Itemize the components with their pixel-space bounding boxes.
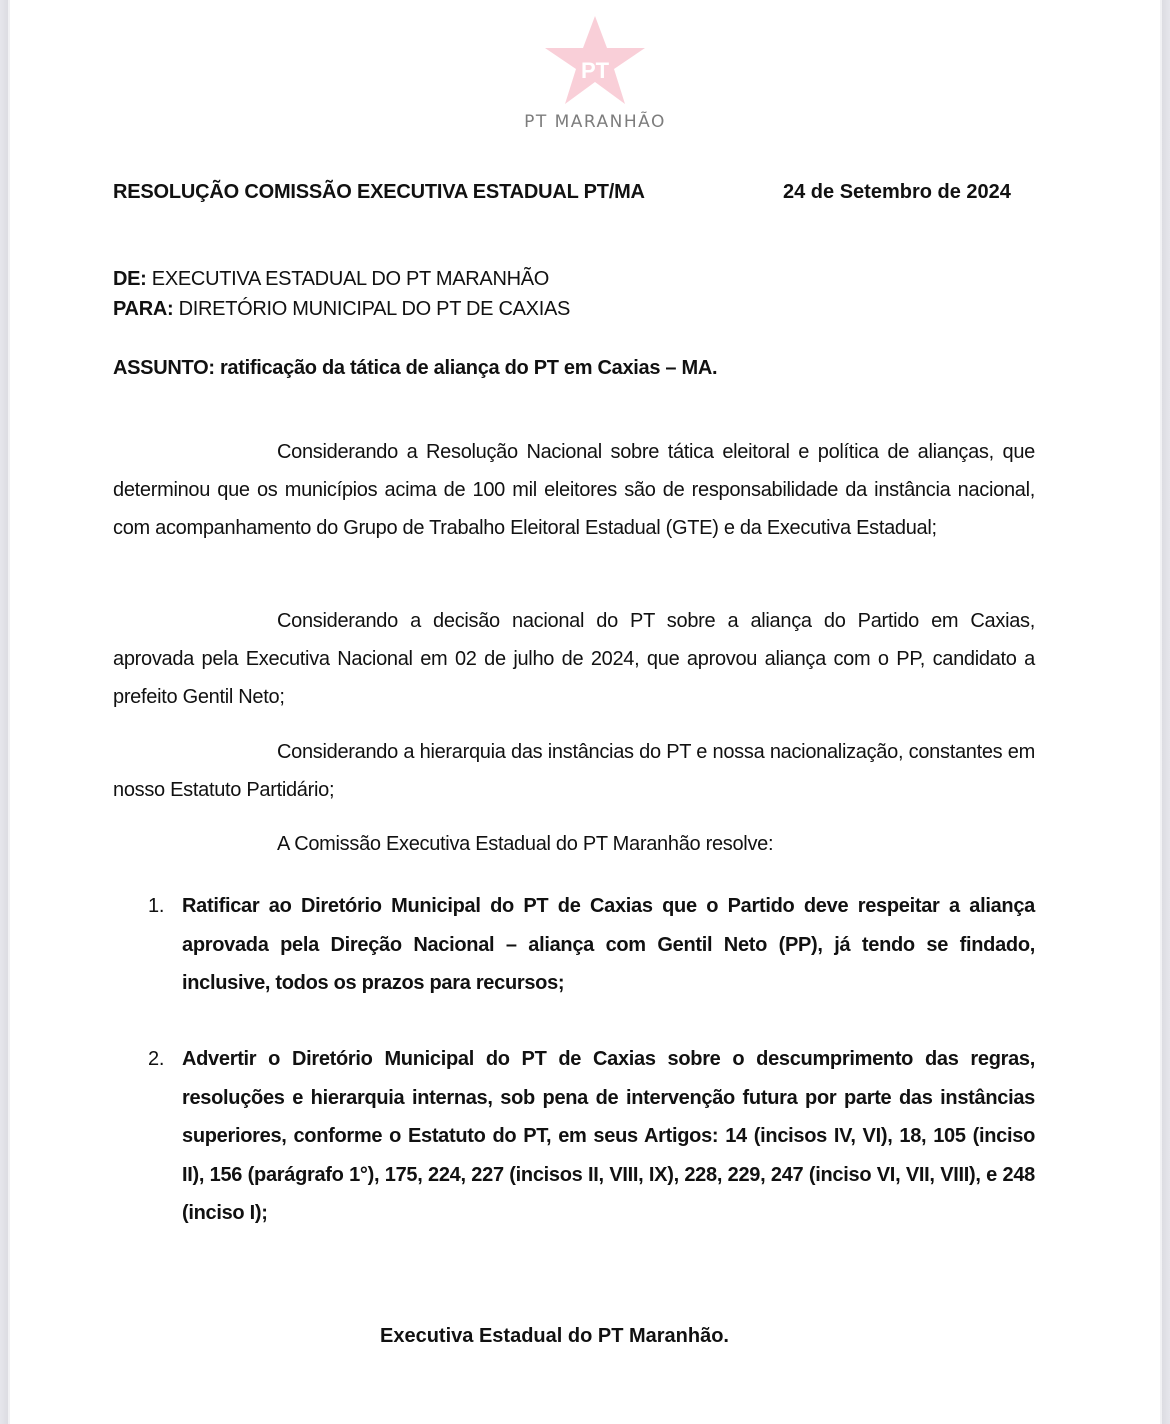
resolution-number: 2. [148,1048,165,1070]
from-line [113,268,549,291]
to-line [113,298,570,321]
consideration-paragraph: Considerando a hierarquia das instâncias do PT e nossa nacionalização, constantes em nosso Estatuto Partidário; [113,741,1035,801]
pt-maranhao-logo [512,12,678,132]
from-value: EXECUTIVA ESTADUAL DO PT MARANHÃO [146,268,550,290]
signature: Executiva Estadual do PT Maranhão. [380,1325,729,1347]
page-edge-right [1160,0,1170,1424]
resolve-intro: A Comissão Executiva Estadual do PT Maranhão resolve: [277,833,774,855]
consideration-paragraph: Considerando a Resolução Nacional sobre tática eleitoral e política de alianças, que determinou que os municípios acima de 100 mil eleitores são de responsabilidade da instância nacional, com acompanhamento do Grupo de Trabalho Eleitoral Estadual (GTE) e da Executiva Estadual; [113,441,1035,539]
from-label: DE: [113,268,147,290]
subject-line: ASSUNTO: ratificação da tática de aliança do PT em Caxias – MA. [113,357,718,379]
consideration-paragraph: Considerando a decisão nacional do PT sobre a aliança do Partido em Caxias, aprovada pela Executiva Nacional em 02 de julho de 2024, que aprovou aliança com o PP, candidato a prefeito Gentil Neto; [113,610,1035,708]
svg-text:PT: PT [580,58,610,83]
resolution-date: 24 de Setembro de 2024 [783,181,1011,203]
page-edge-left [0,0,10,1424]
star-icon [541,12,649,108]
resolution-item [148,887,1035,1003]
document-page [10,0,1160,1424]
resolution-text: Advertir o Diretório Municipal do PT de Caxias sobre o descumprimento das regras, resoluções e hierarquia internas, sob pena de intervenção futura por parte das instâncias superiores, conforme o Estatuto do PT, em seus Artigos: 14 (incisos IV, VI), 18, 105 (inciso II), 156 (parágrafo 1°), 175, 224, 227 (incisos II, VIII, IX), 228, 229, 247 (inciso VI, VII, VIII), e 248 (inciso I); [182,1048,1035,1224]
resolution-text: Ratificar ao Diretório Municipal do PT de Caxias que o Partido deve respeitar a aliança aprovada pela Direção Nacional – aliança com Gentil Neto (PP), já tendo se findado, inclusive, todos os prazos para recursos; [182,895,1035,994]
logo-label: PT MARANHÃO [524,112,666,132]
to-value: DIRETÓRIO MUNICIPAL DO PT DE CAXIAS [173,298,571,320]
resolution-number: 1. [148,895,165,917]
to-label: PARA: [113,298,174,320]
resolution-item [148,1040,1035,1233]
resolution-title: RESOLUÇÃO COMISSÃO EXECUTIVA ESTADUAL PT/MA [113,181,645,203]
